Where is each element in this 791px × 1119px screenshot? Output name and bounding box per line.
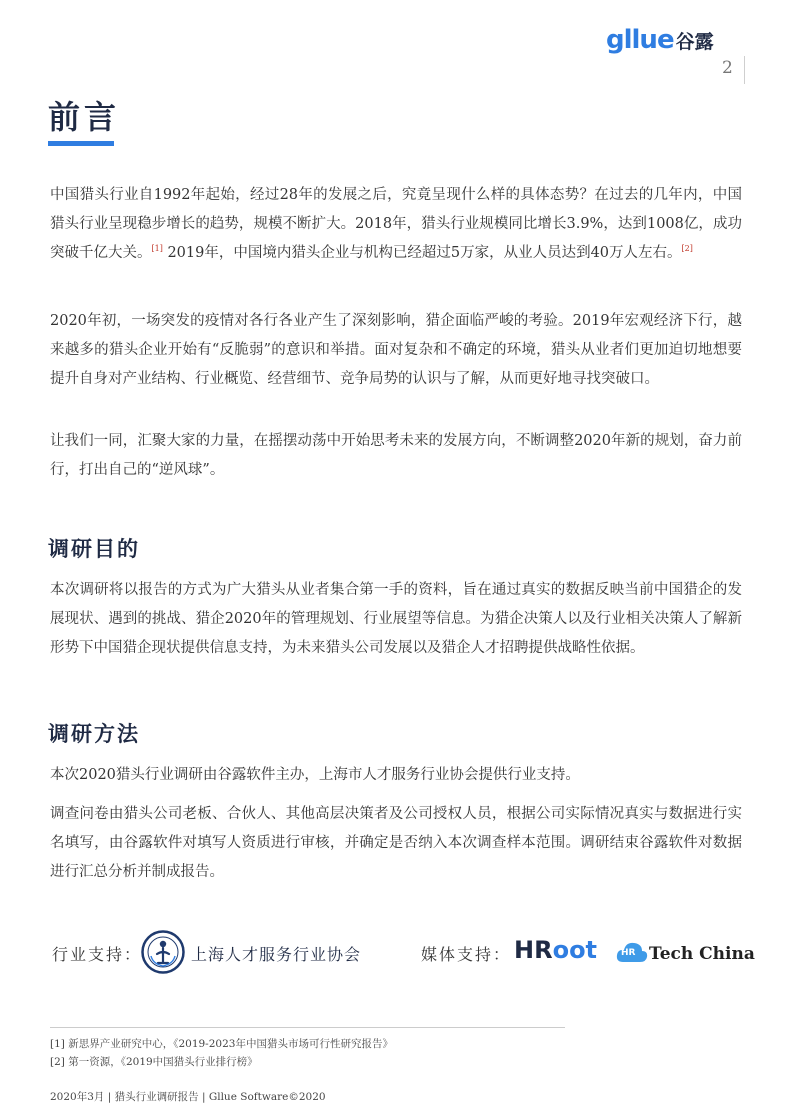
purpose-paragraph: 本次调研将以报告的方式为广大猎头从业者集合第一手的资料，旨在通过真实的数据反映当前中国猎企的发展现状、遇到的挑战、猎企2020年的管理规划、行业展望等信息。为猎企决策人以及行业相关决策人了解新形势下中国猎企现状提供信息支持，为未来猎头公司发展以及猎企人才招聘提供战略性依据。: [50, 582, 742, 656]
brand-latin: gllue: [606, 25, 674, 55]
industry-support-label: 行业支持：: [52, 945, 143, 964]
footnote-ref-1[interactable]: [1]: [151, 244, 163, 254]
footnote-divider: [50, 1027, 565, 1028]
techchina-badge: HR: [621, 948, 636, 958]
title-underline: [48, 141, 114, 146]
cloud-icon: [615, 940, 649, 964]
gllue-logo: [606, 24, 714, 56]
method-heading: 调研方法: [48, 721, 140, 746]
intro-paragraph-2: 2020年初，一场突发的疫情对各行各业产生了深刻影响，猎企面临严峻的考验。2019年宏观经济下行，越来越多的猎头企业开始有“反脆弱”的意识和举措。面对复杂和不确定的环境，猎头从业者们更加迫切地想要提升自身对产业结构、行业概览、经营细节、竞争局势的认识与了解，从而更好地寻找突破口。: [50, 313, 742, 387]
footnote-1: [1] 新思界产业研究中心，《2019-2023年中国猎头市场可行性研究报告》: [50, 1038, 393, 1050]
techchina-name: Tech China: [649, 944, 755, 964]
method-paragraph-1: 本次2020猎头行业调研由谷露软件主办，上海市人才服务行业协会提供行业支持。: [50, 767, 580, 783]
hroot-logo: [514, 936, 597, 964]
association-emblem-icon: [141, 930, 185, 974]
intro-paragraph-1: [50, 181, 742, 268]
purpose-heading: 调研目的: [48, 536, 140, 561]
intro-p1-text-a: 中国猎头行业自1992年起始，经过28年的发展之后，究竟呈现什么样的具体态势？在过去的几年内，中国猎头行业呈现稳步增长的趋势，规模不断扩大。2018年，猎头行业规模同比增长3.9%，达到1008亿，成功突破千亿大关。: [50, 187, 742, 261]
intro-paragraph-3: 让我们一同，汇聚大家的力量，在摇摆动荡中开始思考未来的发展方向，不断调整2020年新的规划，奋力前行，打出自己的“逆风球”。: [50, 433, 742, 478]
association-name: 上海人才服务行业协会: [191, 945, 362, 964]
media-support-label: 媒体支持：: [421, 945, 512, 964]
page-title: 前言: [48, 98, 121, 136]
page-number: 2: [722, 58, 733, 78]
header-divider: [744, 56, 745, 84]
hroot-main: HR: [514, 936, 553, 964]
page-footer: 2020年3月 | 猎头行业调研报告 | Gllue Software©2020: [50, 1091, 326, 1103]
hroot-accent: oot: [552, 936, 598, 964]
footnote-ref-2[interactable]: [2]: [681, 244, 693, 254]
intro-p1-text-b: 2019年，中国境内猎头企业与机构已经超过5万家，从业人员达到40万人左右。: [162, 245, 682, 261]
method-paragraph-2: 调查问卷由猎头公司老板、合伙人、其他高层决策者及公司授权人员，根据公司实际情况真实与数据进行实名填写，由谷露软件对填写人资质进行审核，并确定是否纳入本次调查样本范围。调研结束谷露软件对数据进行汇总分析并制成报告。: [50, 806, 742, 880]
footnote-2: [2] 第一资源，《2019中国猎头行业排行榜》: [50, 1056, 258, 1068]
brand-cn: 谷露: [675, 30, 714, 53]
